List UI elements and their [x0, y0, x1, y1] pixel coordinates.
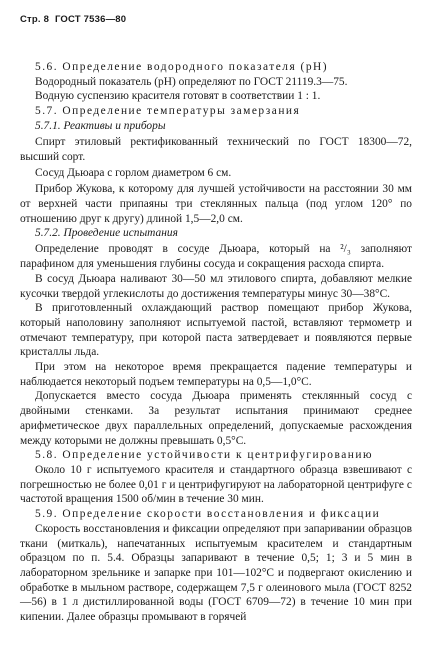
paragraph: При этом на некоторое время прекращается падение температуры и наблюдается некоторый подъем температуры на 0,5—1,0°С. [20, 361, 412, 388]
paragraph: Прибор Жукова, к которому для лучшей устойчивости на расстоянии 30 мм от верхней части припаяны три стеклянных пальца (под углом 120° по отношению друг к другу) длиной 1,5—2,0 см. [20, 183, 412, 225]
section-heading: 5.6. Определение водородного показателя (рН) [35, 61, 329, 73]
paragraph: Водную суспензию красителя готовят в соответствии 1 : 1. [35, 90, 321, 103]
subsection-heading: 5.7.2. Проведение испытания [35, 227, 178, 240]
paragraph: Спирт этиловый ректификованный технический по ГОСТ 18300—72, высший сорт. [20, 136, 412, 163]
paragraph: В сосуд Дьюара наливают 30—50 мл этилового спирта, добавляют мелкие кусочки твердой углекислоты до достижения температуры минус 30—38°С. [20, 272, 412, 300]
page-number: Стр. 8 [20, 14, 50, 25]
subsection-heading: 5.7.1. Реактивы и приборы [35, 119, 166, 132]
section-heading: 5.9. Определение скорости восстановления и фиксации [35, 508, 381, 521]
paragraph: Сосуд Дьюара с горлом диаметром 6 см. [35, 166, 232, 179]
paragraph: Около 10 г испытуемого красителя и стандартного образца взвешивают с погрешностью не более 0,01 г и центрифугируют на лабораторной центрифуге с частотой вращения 1500 об/мин в течение 30 мин. [20, 463, 412, 506]
paragraph: Определение проводят в сосуде Дьюара, который на ²/₃ заполняют парафином для уменьшения глубины сосуда и сокращения расхода спирта. [20, 243, 412, 271]
paragraph: Водородный показатель (рН) определяют по ГОСТ 21119.3—75. [35, 75, 348, 88]
section-heading: 5.8. Определение устойчивости к центрифугированию [35, 449, 373, 462]
document-body [20, 60, 412, 625]
paragraph: В приготовленный охлаждающий раствор помещают прибор Жукова, который наполовину заполняют испытуемой пастой, вставляют термометр и отмечают температуру, при которой паста затвердевает и появляются первые кристаллы льда. [20, 302, 412, 359]
standard-code: ГОСТ 7536—80 [54, 14, 127, 25]
paragraph: Допускается вместо сосуда Дьюара применять стеклянный сосуд с двойными стенками. За результат испытания принимают среднее арифметическое двух параллельных определений, допускаемые расхождения между которыми не должны превышать 0,5°С. [20, 390, 412, 447]
section-heading: 5.7. Определение температуры замерзания [35, 105, 301, 118]
page-header [20, 14, 129, 25]
paragraph: Скорость восстановления и фиксации определяют при запаривании образцов ткани (миткаль), напечатанных испытуемым красителем и стандартным образцом по п. 5.4. Образцы запаривают в течение 0,5; 1; 3 и 5 мин в лабораторном зрельнике и запарке при 101—102°С и подвергают окислению и обработке в мыльном растворе, содержащем 7,5 г олеинового мыла (ГОСТ 8252—56) в 1 л дистиллированной воды (ГОСТ 6709—72) в течение 10 мин при кипении. Далее образцы промывают в горячей [20, 522, 412, 624]
